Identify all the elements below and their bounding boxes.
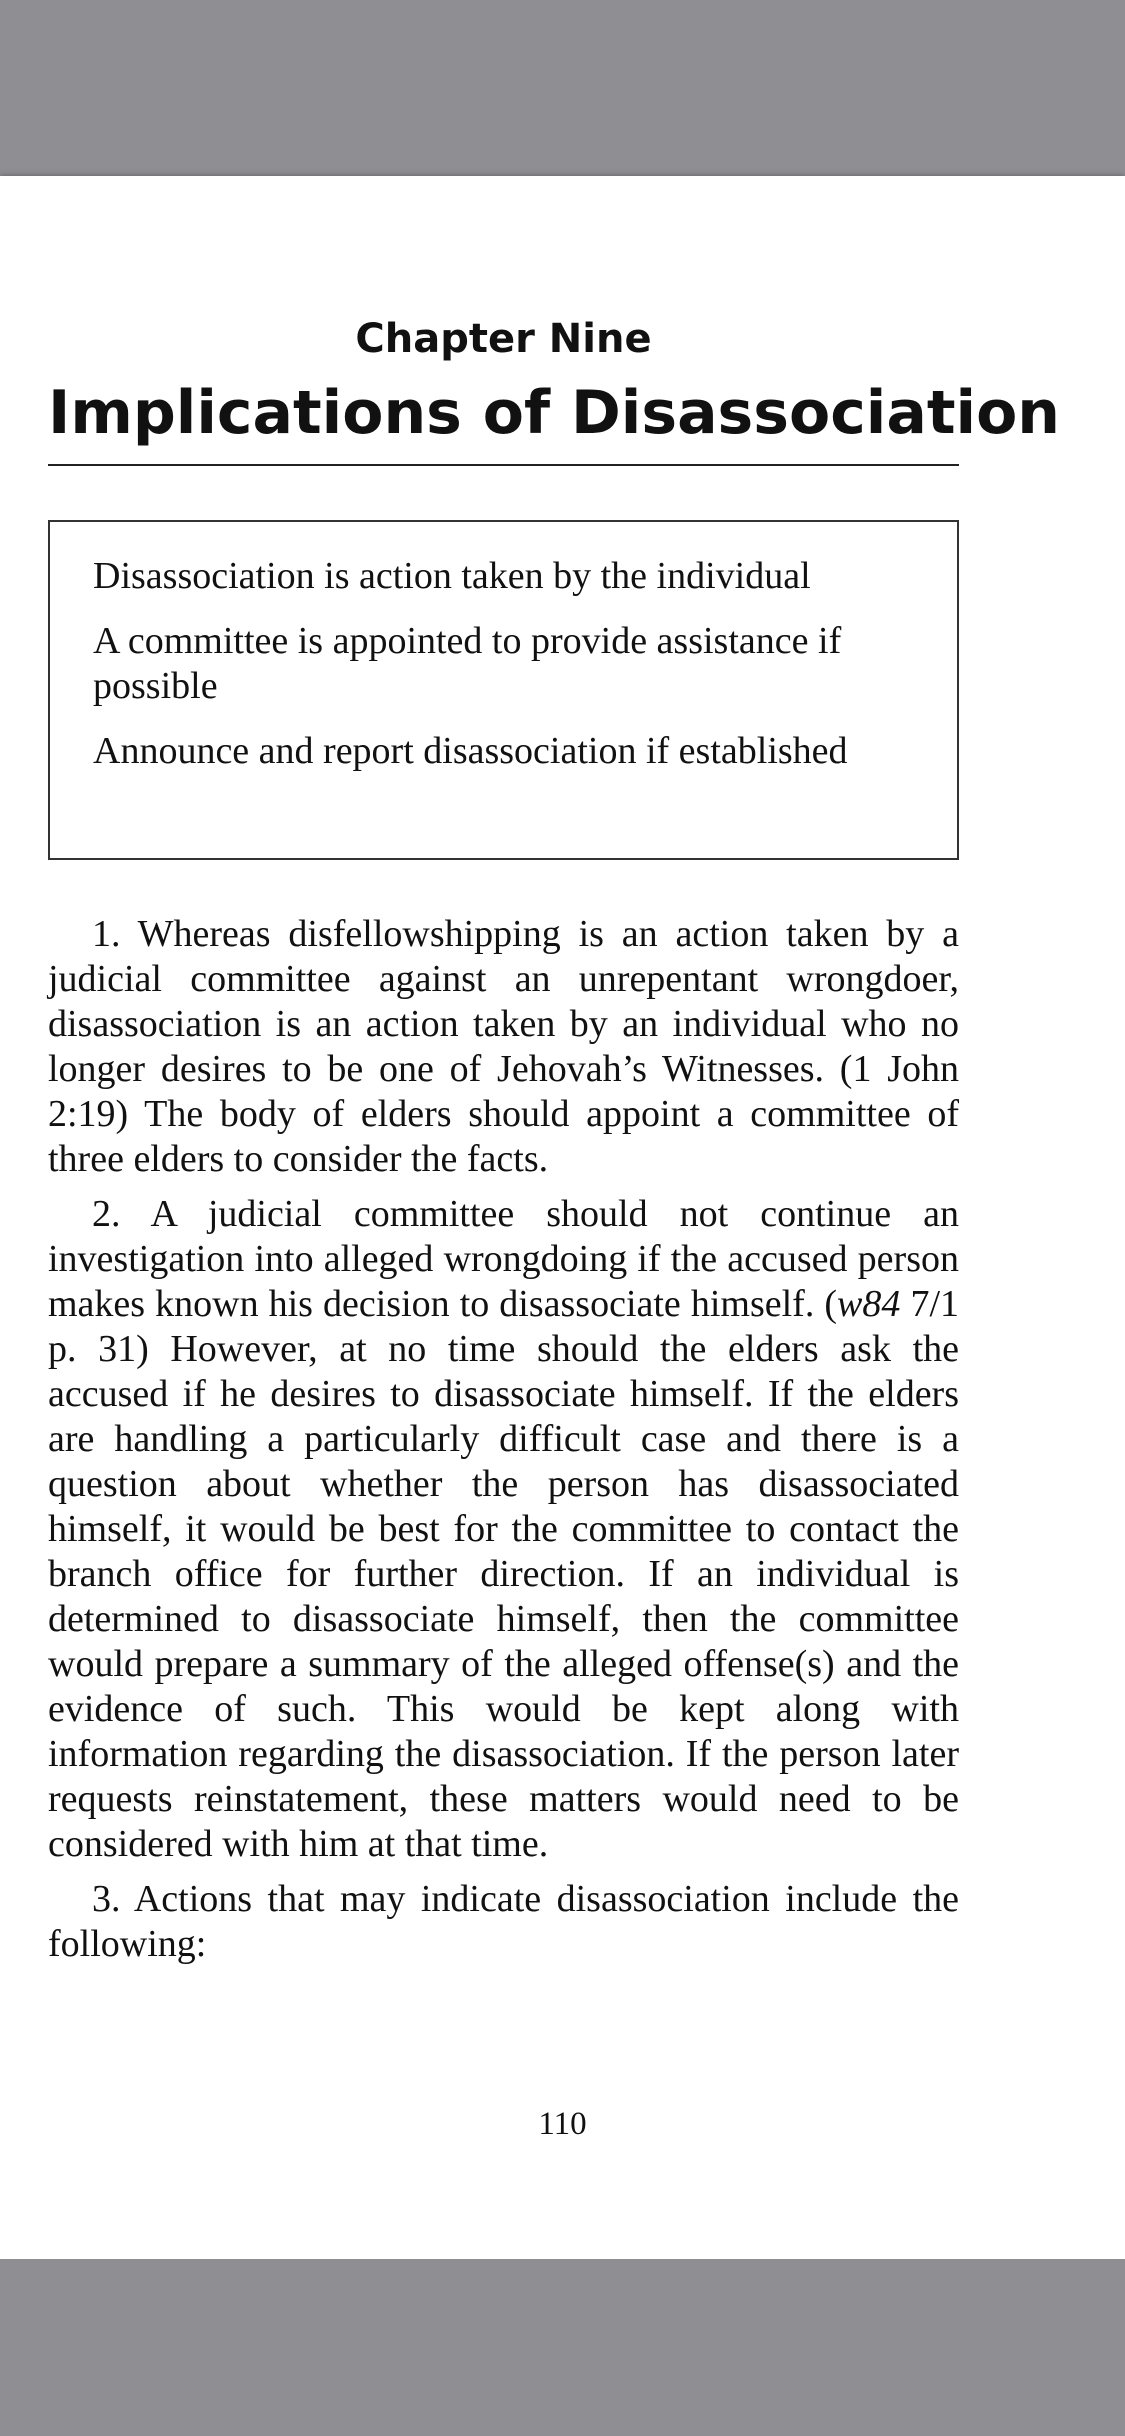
summary-point: Announce and report disassociation if established: [93, 730, 848, 772]
paragraph-1: 1. Whereas disfellowshipping is an action taken by a judicial committee against an unrepentant wrongdoer, disassociation is an action taken by an individual who no longer desires to be one of Jehovah’s Witnesses. (1 John 2:19) The body of elders should appoint a committee of three elders to consider the facts.: [48, 913, 959, 1180]
viewer-bottom-bar: [0, 2259, 1125, 2436]
title-divider: [48, 464, 959, 466]
document-page: [0, 176, 1125, 2259]
paragraph-2-text-a: 2. A judicial committee should not continue an investigation into alleged wrongdoing if the accused person makes known his decision to disassociate himself. (: [48, 1193, 959, 1325]
viewer-top-bar: [0, 0, 1125, 176]
body-text: [48, 912, 959, 1977]
publication-reference: w84: [837, 1283, 901, 1325]
chapter-summary-box: [48, 520, 959, 860]
page-number: 110: [538, 2106, 587, 2142]
paragraph-2-text-b: 7/1 p. 31) However, at no time should the elders ask the accused if he desires to disassociate himself. If the elders are handling a particularly difficult case and there is a question about whether the person has disassociated himself, it would be best for the committee to contact the branch office for further direction. If an individual is determined to disassociate himself, then the committee would prepare a summary of the alleged offense(s) and the evidence of such. This would be kept along with information regarding the disassociation. If the person later requests reinstatement, these matters would need to be considered with him at that time.: [48, 1283, 959, 1865]
summary-point: Disassociation is action taken by the individual: [93, 555, 811, 597]
chapter-title: Implications of Disassociation: [48, 378, 1061, 448]
paragraph-2: [48, 1192, 959, 1867]
chapter-number: Chapter Nine: [355, 316, 652, 362]
paragraph-3: 3. Actions that may indicate disassociation include the following:: [48, 1878, 959, 1965]
summary-point: A committee is appointed to provide assistance if possible: [93, 620, 842, 707]
